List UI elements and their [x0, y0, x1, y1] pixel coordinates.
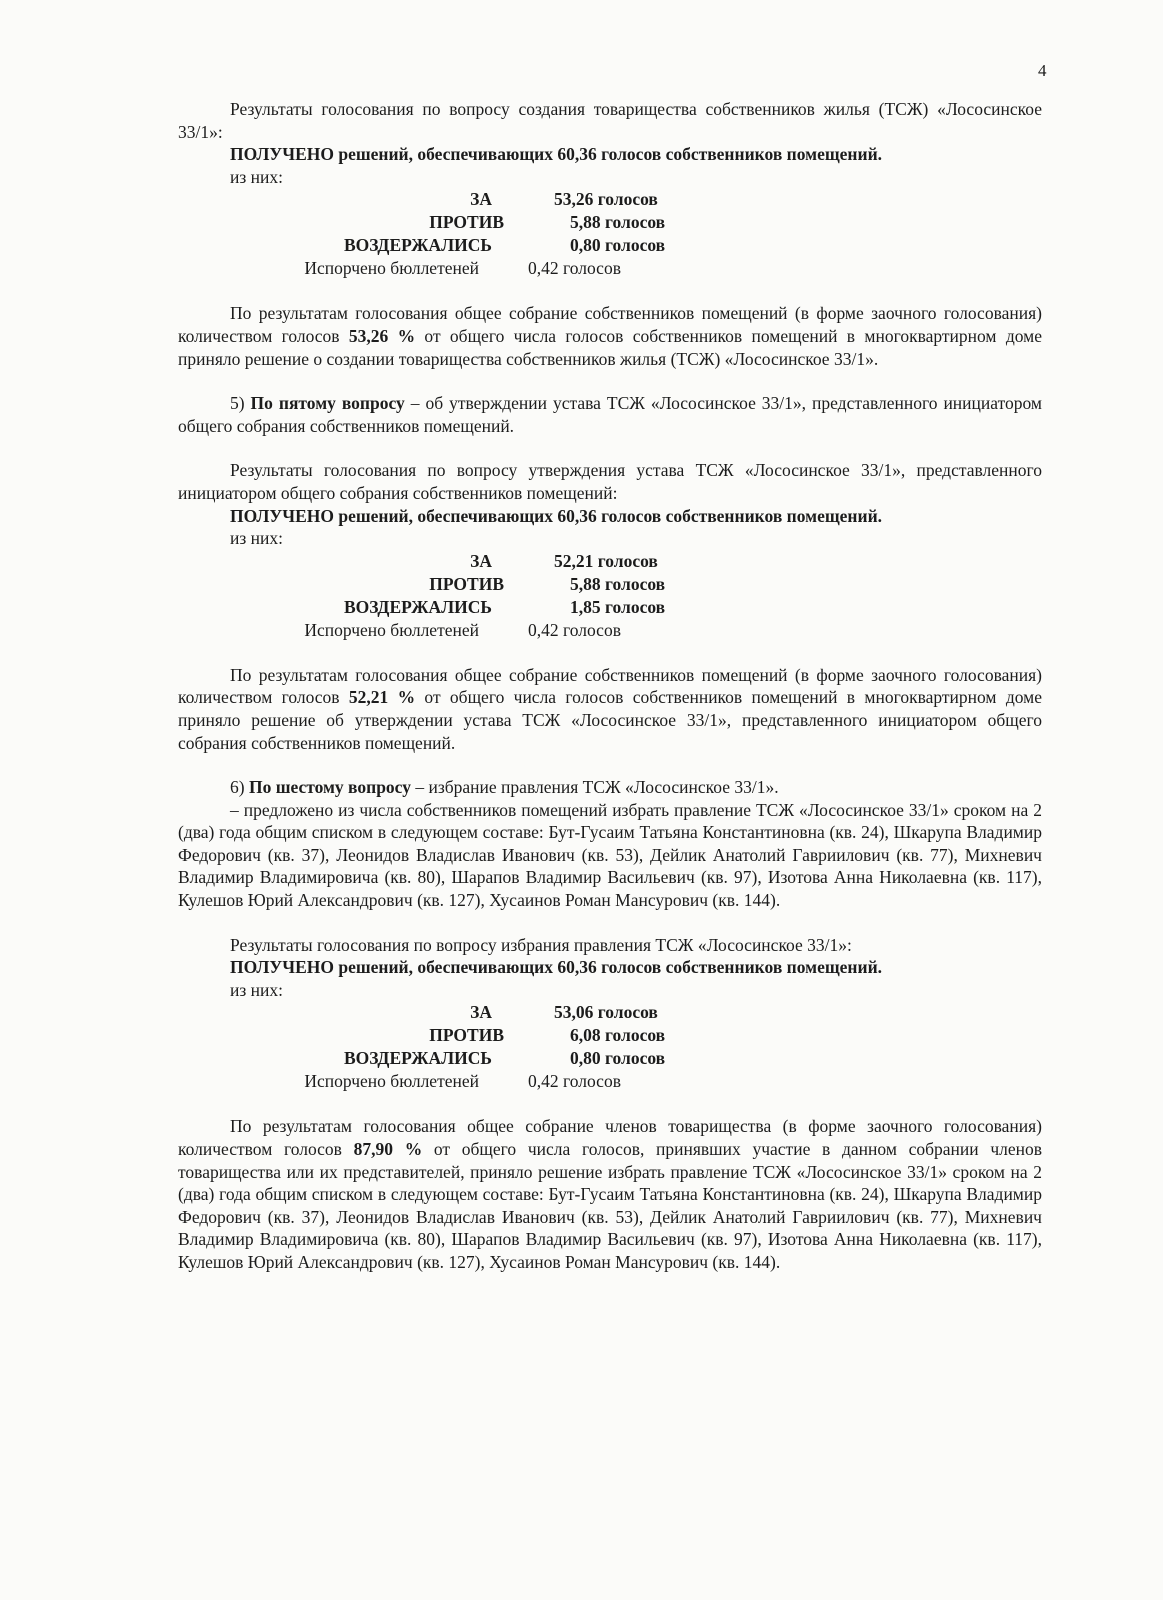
vote-label-za: ЗА — [470, 550, 492, 571]
vote-table-q4 — [178, 188, 1042, 280]
decision-q4-percent: 53,26 % — [348, 325, 416, 346]
decision-q6 — [178, 1115, 1042, 1273]
question-6-text: – избрание правления ТСЖ «Лососинское 33/1». — [410, 777, 779, 798]
page-number: 4 — [1038, 61, 1047, 80]
vote-value-protiv: 5,88 голосов — [570, 573, 666, 594]
vote-label-vozd: ВОЗДЕРЖАЛИСЬ — [343, 1048, 492, 1069]
vote-label-spoiled: Испорчено бюллетеней — [304, 1071, 479, 1092]
results-intro-q6: Результаты голосования по вопросу избрания правления ТСЖ «Лососинское 33/1»: — [230, 934, 852, 955]
vote-label-spoiled: Испорчено бюллетеней — [304, 258, 479, 279]
vote-value-za: 53,26 голосов — [554, 189, 658, 210]
results-intro-q5: Результаты голосования по вопросу утверждения устава ТСЖ «Лососинское 33/1», представленного инициатором общего собрания собственников помещений: — [178, 460, 1042, 503]
decision-q5 — [178, 664, 1042, 754]
decision-q4-text-end: от общего числа голосов собственников помещений в многоквартирном доме приняло решение о создании товарищества собственников жилья (ТСЖ) «Лососинское 33/1». — [178, 325, 1042, 369]
document-body — [178, 98, 1042, 1274]
decision-q5-text-end: от общего числа голосов собственников помещений в многоквартирном доме приняло решение об утверждении устава ТСЖ «Лососинское 33/1», представленного инициатором общего собрания собственников помещений. — [178, 687, 1042, 753]
decision-q4 — [178, 302, 1042, 370]
question-5-text: – об утверждении устава ТСЖ «Лососинское 33/1», представленного инициатором общего собрания собственников помещений. — [178, 393, 1042, 436]
vote-label-spoiled: Испорчено бюллетеней — [304, 619, 479, 640]
vote-value-protiv: 6,08 голосов — [570, 1025, 666, 1046]
vote-value-vozd: 1,85 голосов — [570, 596, 666, 617]
vote-label-za: ЗА — [470, 189, 492, 210]
vote-label-protiv: ПРОТИВ — [429, 573, 504, 594]
question-5-number: 5) — [230, 393, 251, 414]
vote-value-za: 53,06 голосов — [554, 1002, 658, 1023]
vote-label-protiv: ПРОТИВ — [429, 1025, 504, 1046]
received-line-q4: ПОЛУЧЕНО решений, обеспечивающих 60,36 голосов собственников помещений. — [230, 144, 883, 165]
received-line-q6: ПОЛУЧЕНО решений, обеспечивающих 60,36 голосов собственников помещений. — [230, 957, 883, 978]
vote-label-vozd: ВОЗДЕРЖАЛИСЬ — [343, 596, 492, 617]
decision-q6-text-end: от общего числа голосов, принявших участие в данном собрании членов товарищества или их представителей, приняло решение избрать правление ТСЖ «Лососинское 33/1» сроком на 2 (два) года общим списком в следующем составе: Бут-Гусаим Татьяна Константиновна (кв. 24), Шкарупа Владимир Федорович (кв. 37), Леонидов Владислав Иванович (кв. 53), Дейлик Анатолий Гавриилович (кв. 77), Михневич Владимир Владимировича (кв. 80), Шарапов Владимир Васильевич (кв. 97), Изотова Анна Николаевна (кв. 117), Кулешов Юрий Александрович (кв. 127), Хусаинов Роман Мансурович (кв. 144). — [178, 1139, 1042, 1272]
decision-q6-percent: 87,90 % — [353, 1139, 423, 1160]
decision-q6-text: По результатам голосования общее собрание членов товарищества (в форме заочного голосования) количеством голосов — [178, 1116, 1042, 1160]
of-them-q5: из них: — [230, 528, 283, 549]
decision-q4-text: По результатам голосования общее собрание собственников помещений (в форме заочного голосования) количеством голосов — [178, 303, 1042, 346]
vote-label-vozd: ВОЗДЕРЖАЛИСЬ — [343, 235, 492, 256]
question-6-proposal: – предложено из числа собственников помещений избрать правление ТСЖ «Лососинское 33/1» сроком на 2 (два) года общим списком в следующем составе: Бут-Гусаим Татьяна Константиновна (кв. 24), Шкарупа Владимир Федорович (кв. 37), Леонидов Владислав Иванович (кв. 53), Дейлик Анатолий Гавриилович (кв. 77), Михневич Владимир Владимировича (кв. 80), Шарапов Владимир Васильевич (кв. 97), Изотова Анна Николаевна (кв. 117), Кулешов Юрий Александрович (кв. 127), Хусаинов Роман Мансурович (кв. 144). — [178, 799, 1042, 911]
vote-value-spoiled: 0,42 голосов — [528, 258, 621, 279]
vote-label-protiv: ПРОТИВ — [429, 212, 504, 233]
vote-table-q6 — [178, 1001, 1042, 1093]
vote-value-protiv: 5,88 голосов — [570, 212, 666, 233]
vote-label-za: ЗА — [470, 1002, 492, 1023]
question-6 — [178, 776, 1042, 799]
vote-value-za: 52,21 голосов — [554, 550, 658, 571]
question-5 — [178, 392, 1042, 437]
vote-value-spoiled: 0,42 голосов — [528, 1071, 621, 1092]
vote-value-vozd: 0,80 голосов — [570, 235, 666, 256]
of-them-q4: из них: — [230, 166, 283, 187]
results-intro-q4: Результаты голосования по вопросу создания товарищества собственников жилья (ТСЖ) «Лососинское 33/1»: — [178, 99, 1042, 142]
received-line-q5: ПОЛУЧЕНО решений, обеспечивающих 60,36 голосов собственников помещений. — [230, 505, 883, 526]
of-them-q6: из них: — [230, 979, 283, 1000]
question-6-title: По шестому вопросу — [248, 777, 411, 798]
decision-q5-percent: 52,21 % — [348, 687, 416, 708]
vote-table-q5 — [178, 550, 1042, 642]
question-6-number: 6) — [230, 777, 249, 798]
vote-value-spoiled: 0,42 голосов — [528, 619, 621, 640]
question-5-title: По пятому вопросу — [250, 393, 405, 414]
vote-value-vozd: 0,80 голосов — [570, 1048, 666, 1069]
decision-q5-text: По результатам голосования общее собрание собственников помещений (в форме заочного голосования) количеством голосов — [178, 664, 1042, 708]
